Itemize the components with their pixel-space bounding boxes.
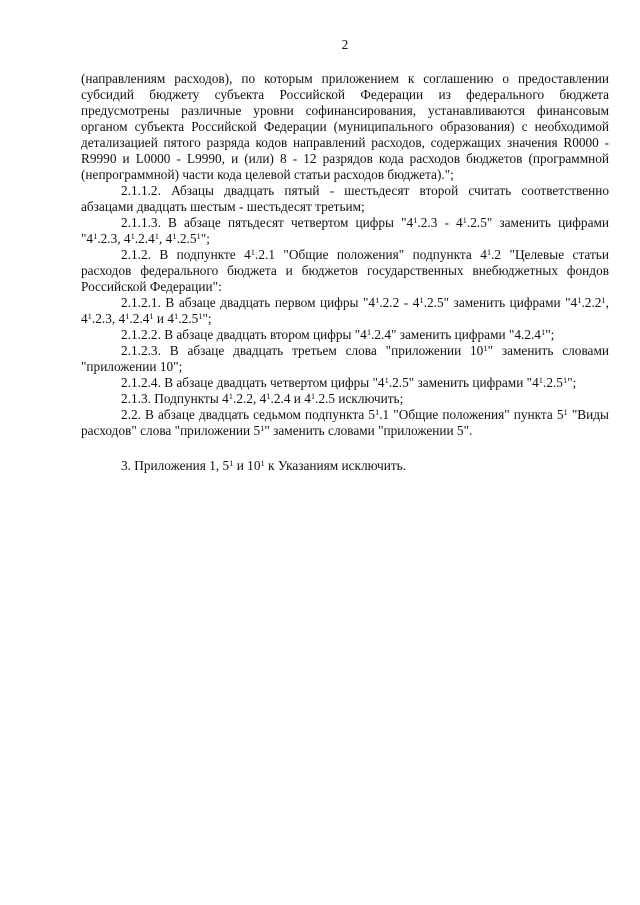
superscript-one: 1 [419,295,424,305]
superscript-one: 1 [483,343,488,353]
paragraph: 2.2. В абзаце двадцать седьмом подпункта $5^1.1$ "Общие положения" пункта $5^1$ "Виды расходов" слова "приложении $5^1$" заменить словами "приложении 5". [81,407,609,438]
paragraph: (направлениям расходов), по которым приложением к соглашению о предоставлении субсидий бюджету субъекта Российской Федерации из федерального бюджета предусмотрены различные уровни софинансирования, устанавливаются финансовым органом субъекта Российской Федерации (муниципального образования) с необходимой детализацией пятого разряда кодов направлений расходов, содержащих значения R0000 - R9990 и L0000 - L9990, и (или) 8 - 12 разрядов кода расходов бюджетов (программной (непрограммной) части кода целевой статьи расходов бюджета)."; [81,71,609,182]
superscript-one: 1 [384,375,389,385]
paragraph: 2.1.1.2. Абзацы двадцать пятый - шестьдесят второй считать соответственно абзацами двадцать шестым - шестьдесят третьим; [81,183,609,214]
superscript-one: 1 [601,295,606,305]
superscript-one: 1 [93,231,98,241]
paragraph: 2.1.2.4. В абзаце двадцать четвертом цифры "$4^1.2.5$" заменить цифрами "$4^1.2.5^1$"; [121,375,577,390]
paragraph: 2.1.1.3. В абзаце пятьдесят четвертом цифры "$4^1.2.3 - 4^1.2.5$" заменить цифрами "$4^1.2.3$, $4^1.2.4^1$, $4^1.2.5^1$"; [81,215,609,246]
superscript-one: 1 [172,231,177,241]
paragraph: 3. Приложения 1, $5^1$ и $10^1$ к Указаниям исключить. [121,458,407,473]
superscript-one: 1 [228,391,234,401]
superscript-one: 1 [130,231,135,241]
superscript-one: 1 [374,407,380,417]
superscript-one: 1 [260,458,265,468]
superscript-one: 1 [266,391,271,401]
superscript-one: 1 [87,311,92,321]
superscript-one: 1 [486,247,492,257]
paragraph: 2.1.2.2. В абзаце двадцать втором цифры "$4^1.2.4$" заменить цифрами "4.2.4$^1$"; [121,327,555,342]
superscript-one: 1 [125,311,130,321]
superscript-one: 1 [198,311,203,321]
superscript-one: 1 [366,327,372,337]
superscript-one: 1 [310,391,316,401]
superscript-one: 1 [250,247,256,257]
superscript-one: 1 [413,215,418,225]
superscript-one: 1 [577,295,582,305]
page-number: 2 [341,37,349,52]
superscript-one: 1 [563,407,568,417]
superscript-one: 1 [375,295,380,305]
superscript-one: 1 [196,231,201,241]
paragraph: 2.1.2.3. В абзаце двадцать третьем слова "приложении $10^1$" заменить словами "приложении 10"; [81,343,609,374]
superscript-one: 1 [149,311,154,321]
superscript-one: 1 [174,311,179,321]
paragraph: 2.1.3. Подпункты $4^1.2.2$, $4^1.2.4$ и $4^1.2.5$ исключить; [121,391,404,406]
paragraph: 2.1.2. В подпункте $4^1.2.1$ "Общие положения" подпункта $4^1.2$ "Целевые статьи расходов федерального бюджета и бюджетов государственных внебюджетных фондов Российской Федерации": [81,247,609,294]
paragraph: 2.1.2.1. В абзаце двадцать первом цифры "$4^1.2.2 - 4^1.2.5$" заменить цифрами "$4^1.2.2^1$, $4^1.2.3$, $4^1.2.4^1$ и $4^1.2.5^1$"; [81,295,609,326]
superscript-one: 1 [229,458,234,468]
superscript-one: 1 [462,215,467,225]
superscript-one: 1 [562,375,568,385]
superscript-one: 1 [260,423,265,433]
document-body [81,71,609,474]
superscript-one: 1 [154,231,160,241]
superscript-one: 1 [538,375,543,385]
superscript-one: 1 [540,327,546,337]
